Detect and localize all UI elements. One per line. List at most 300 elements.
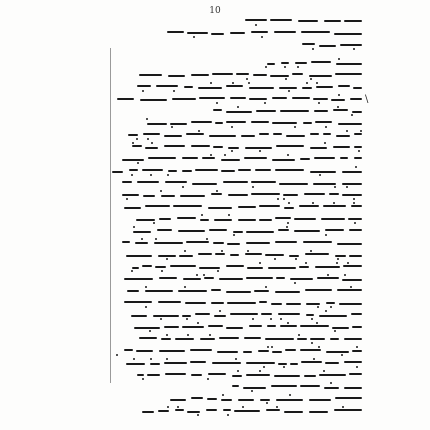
margin-mark: \	[365, 94, 369, 105]
ink-stroke	[316, 86, 333, 88]
ink-stroke	[274, 375, 300, 377]
ink-dot	[259, 370, 261, 372]
ink-dot	[351, 114, 353, 116]
ink-dot	[337, 106, 339, 108]
ink-stroke	[260, 399, 270, 401]
ink-stroke	[278, 363, 287, 365]
ink-stroke	[311, 61, 331, 63]
ink-dot	[360, 130, 362, 132]
ink-dot	[261, 36, 263, 38]
ink-dot	[353, 198, 355, 200]
ink-stroke	[230, 97, 246, 99]
ink-dot	[147, 138, 149, 140]
ink-stroke	[249, 325, 262, 327]
ink-dot	[263, 366, 265, 368]
ink-stroke	[153, 315, 179, 317]
ink-stroke	[122, 159, 144, 161]
ink-dot	[197, 414, 199, 416]
ink-stroke	[143, 133, 160, 135]
ink-stroke	[338, 123, 362, 125]
ink-dot	[227, 414, 229, 416]
handwritten-line	[124, 204, 362, 210]
ink-stroke	[315, 121, 332, 123]
ink-dot	[237, 370, 239, 372]
handwritten-line	[232, 384, 362, 390]
ink-stroke	[338, 85, 350, 87]
ink-dot	[286, 226, 288, 228]
ink-stroke	[177, 217, 196, 219]
ink-stroke	[221, 159, 240, 161]
ink-stroke	[212, 73, 233, 75]
ink-dot	[341, 354, 343, 356]
ink-stroke	[304, 375, 316, 377]
ink-stroke	[124, 301, 152, 303]
ink-stroke	[276, 145, 304, 147]
ink-stroke	[215, 122, 223, 124]
ink-dot	[231, 126, 233, 128]
ink-stroke	[301, 31, 330, 33]
ink-stroke	[230, 32, 245, 34]
ink-stroke	[314, 157, 335, 159]
ink-stroke	[306, 303, 320, 305]
ink-stroke	[214, 315, 226, 317]
ink-stroke	[156, 85, 178, 87]
ink-stroke	[183, 278, 201, 280]
handwritten-line	[132, 72, 362, 78]
ink-dot	[264, 102, 266, 104]
ink-stroke	[213, 242, 224, 244]
handwritten-line	[122, 132, 362, 138]
ink-stroke	[129, 169, 138, 171]
ink-stroke	[344, 361, 362, 363]
ink-stroke	[329, 193, 339, 195]
ink-dot	[231, 150, 233, 152]
ink-dot	[288, 90, 290, 92]
ink-stroke	[294, 218, 316, 220]
ink-stroke	[241, 135, 255, 137]
ink-stroke	[175, 409, 184, 411]
ink-stroke	[170, 123, 187, 125]
ink-dot	[355, 166, 357, 168]
ink-dot	[209, 334, 211, 336]
ink-dot	[324, 142, 326, 144]
ink-dot	[252, 318, 254, 320]
ink-dot	[338, 94, 340, 96]
ink-dot	[228, 214, 230, 216]
ink-stroke	[164, 145, 185, 147]
ink-stroke	[244, 157, 267, 159]
handwritten-line	[122, 240, 362, 246]
ink-dot	[287, 154, 289, 156]
ink-stroke	[272, 159, 295, 161]
ink-dot	[233, 234, 235, 236]
ink-dot	[184, 250, 186, 252]
ink-dot	[310, 250, 312, 252]
ink-stroke	[230, 313, 258, 315]
ink-stroke	[147, 123, 167, 125]
ink-stroke	[238, 169, 251, 171]
ink-dot	[246, 78, 248, 80]
ink-dot	[187, 334, 189, 336]
ink-stroke	[219, 278, 243, 280]
ink-stroke	[342, 183, 362, 185]
ink-stroke	[211, 289, 221, 291]
ink-dot	[153, 222, 155, 224]
ink-dot	[325, 234, 327, 236]
ink-stroke	[136, 219, 155, 221]
ink-stroke	[340, 44, 362, 46]
handwritten-line	[212, 108, 362, 114]
ink-dot	[222, 394, 224, 396]
ink-stroke	[275, 169, 304, 171]
ink-stroke	[342, 194, 362, 196]
ink-stroke	[342, 171, 362, 173]
ink-dot	[133, 358, 135, 360]
ink-stroke	[310, 147, 327, 149]
ink-stroke	[175, 338, 194, 340]
handwritten-line	[162, 396, 362, 402]
handwritten-line	[112, 168, 362, 174]
ink-stroke	[159, 350, 185, 352]
ink-stroke	[278, 313, 300, 315]
ink-stroke	[199, 97, 225, 99]
ink-stroke	[270, 75, 289, 77]
ink-dot	[353, 48, 355, 50]
handwritten-line	[267, 60, 362, 66]
ink-stroke	[186, 133, 204, 135]
ink-stroke	[310, 133, 319, 135]
ink-stroke	[124, 349, 133, 351]
handwritten-line	[132, 264, 362, 270]
ink-stroke	[348, 218, 362, 220]
ink-stroke	[226, 85, 243, 87]
ink-dot	[305, 262, 307, 264]
ink-stroke	[336, 63, 362, 65]
handwritten-line	[147, 120, 362, 126]
ink-stroke	[274, 31, 296, 33]
ink-stroke	[233, 231, 243, 233]
ink-dot	[184, 286, 186, 288]
ink-stroke	[187, 411, 200, 413]
ink-dot	[206, 238, 208, 240]
ink-stroke	[190, 361, 206, 363]
ink-stroke	[159, 218, 171, 220]
ink-dot	[221, 250, 223, 252]
ink-stroke	[286, 303, 301, 305]
ink-stroke	[143, 195, 155, 197]
ink-dot	[312, 202, 314, 204]
ink-stroke	[265, 338, 294, 340]
handwritten-line	[142, 408, 362, 414]
ink-stroke	[164, 326, 179, 328]
ink-stroke	[133, 231, 151, 233]
ink-dot	[270, 318, 272, 320]
ink-stroke	[267, 325, 276, 327]
ink-stroke	[251, 31, 268, 33]
ink-stroke	[300, 325, 329, 327]
ink-stroke	[136, 350, 153, 352]
ink-stroke	[126, 255, 152, 257]
ink-dot	[283, 366, 285, 368]
ink-stroke	[249, 98, 267, 100]
ink-stroke	[331, 99, 345, 101]
ink-stroke	[168, 170, 177, 172]
ink-stroke	[191, 374, 202, 376]
ink-stroke	[221, 170, 235, 172]
ink-stroke	[314, 110, 328, 112]
ink-stroke	[157, 229, 172, 231]
ink-dot	[145, 306, 147, 308]
ink-stroke	[219, 337, 239, 339]
ink-stroke	[313, 183, 336, 185]
ink-dot	[132, 142, 134, 144]
ink-stroke	[245, 253, 262, 255]
ink-dot	[142, 90, 144, 92]
ink-stroke	[349, 229, 362, 231]
ink-stroke	[302, 87, 312, 89]
ink-stroke	[315, 266, 340, 268]
ink-stroke	[354, 133, 362, 135]
handwritten-line	[132, 228, 362, 234]
ink-stroke	[147, 374, 160, 376]
ink-dot	[356, 366, 358, 368]
handwritten-line	[122, 312, 362, 318]
ink-stroke	[351, 205, 362, 207]
ink-stroke	[305, 289, 332, 291]
ink-stroke	[158, 410, 169, 412]
ink-stroke	[344, 338, 362, 340]
ink-stroke	[122, 194, 139, 196]
ink-dot	[136, 138, 138, 140]
ink-stroke	[234, 410, 260, 412]
ink-dot	[150, 358, 152, 360]
ink-dot	[177, 406, 179, 408]
ink-stroke	[335, 73, 362, 75]
ink-stroke	[117, 98, 134, 100]
ink-stroke	[275, 291, 300, 293]
ink-stroke	[336, 135, 350, 137]
ink-dot	[330, 306, 332, 308]
ink-stroke	[243, 351, 252, 353]
ink-stroke	[191, 74, 209, 76]
ink-stroke	[168, 75, 185, 77]
ink-dot	[116, 354, 118, 356]
ink-stroke	[172, 98, 196, 100]
ink-stroke	[335, 255, 346, 257]
ink-stroke	[298, 20, 318, 22]
ink-stroke	[127, 290, 139, 292]
ink-stroke	[253, 74, 267, 76]
ink-dot	[259, 262, 261, 264]
ink-dot	[338, 58, 340, 60]
handwritten-line	[127, 84, 362, 90]
handwritten-line	[122, 156, 362, 162]
ink-dot	[265, 66, 267, 68]
ink-dot	[334, 330, 336, 332]
ink-stroke	[319, 374, 346, 376]
ink-dot	[203, 274, 205, 276]
ink-stroke	[227, 302, 256, 304]
ink-stroke	[195, 169, 218, 171]
ink-stroke	[272, 97, 287, 99]
handwritten-line	[126, 216, 362, 222]
ink-dot	[346, 186, 348, 188]
ink-stroke	[267, 63, 275, 65]
ink-stroke	[245, 147, 272, 149]
ink-stroke	[272, 351, 282, 353]
ink-stroke	[300, 158, 310, 160]
ink-stroke	[112, 171, 123, 173]
ink-stroke	[343, 265, 362, 267]
ink-stroke	[326, 302, 335, 304]
ink-dot	[216, 190, 218, 192]
ink-stroke	[326, 351, 349, 353]
ink-stroke	[271, 303, 282, 305]
ink-dot	[193, 36, 195, 38]
ink-stroke	[213, 109, 222, 111]
ink-stroke	[243, 387, 266, 389]
ink-stroke	[283, 194, 298, 196]
ink-dot	[237, 106, 239, 108]
ink-stroke	[319, 315, 347, 317]
ink-dot	[166, 358, 168, 360]
ink-dot	[207, 378, 209, 380]
ink-stroke	[352, 326, 362, 328]
ink-stroke	[238, 399, 254, 401]
ink-stroke	[335, 397, 362, 399]
ink-dot	[265, 286, 267, 288]
ink-stroke	[182, 170, 192, 172]
ink-dot	[294, 282, 296, 284]
ink-dot	[242, 406, 244, 408]
handwritten-line	[128, 336, 362, 342]
ink-stroke	[208, 207, 232, 209]
ink-stroke	[251, 121, 269, 123]
ink-dot	[297, 66, 299, 68]
ink-stroke	[178, 290, 207, 292]
ink-dot	[252, 186, 254, 188]
ink-stroke	[321, 218, 345, 220]
ink-stroke	[209, 229, 227, 231]
ink-stroke	[352, 111, 362, 113]
ink-stroke	[191, 145, 210, 147]
ink-dot	[161, 270, 163, 272]
ink-dot	[196, 274, 198, 276]
ink-stroke	[207, 398, 217, 400]
ink-stroke	[134, 327, 160, 329]
ink-dot	[353, 202, 355, 204]
ink-stroke	[122, 241, 130, 243]
ink-stroke	[295, 62, 307, 64]
handwritten-line	[137, 372, 362, 378]
ink-stroke	[182, 157, 198, 159]
ink-stroke	[186, 241, 209, 243]
ink-stroke	[124, 207, 141, 209]
ink-dot	[330, 382, 332, 384]
ink-stroke	[227, 243, 240, 245]
ink-stroke	[350, 98, 362, 100]
ink-dot	[160, 190, 162, 192]
ink-dot	[294, 126, 296, 128]
ink-stroke	[310, 338, 325, 340]
ink-stroke	[270, 19, 292, 21]
ink-stroke	[292, 73, 303, 75]
ink-dot	[235, 358, 237, 360]
ink-dot	[150, 174, 152, 176]
ink-dot	[137, 162, 139, 164]
ink-stroke	[126, 363, 145, 365]
ink-dot	[210, 82, 212, 84]
ink-stroke	[303, 241, 332, 243]
ink-stroke	[244, 337, 261, 339]
ink-dot	[337, 258, 339, 260]
ink-stroke	[286, 135, 305, 137]
ink-dot	[323, 370, 325, 372]
ink-stroke	[300, 349, 321, 351]
ink-stroke	[236, 73, 249, 75]
ink-dot	[271, 346, 273, 348]
ink-stroke	[179, 255, 193, 257]
ink-stroke	[354, 146, 362, 148]
ink-stroke	[305, 253, 329, 255]
ink-stroke	[349, 373, 362, 375]
ink-stroke	[212, 362, 241, 364]
ink-stroke	[313, 98, 328, 100]
ink-stroke	[142, 169, 163, 171]
ink-stroke	[333, 146, 350, 148]
ink-stroke	[192, 183, 217, 185]
ink-dot	[173, 90, 175, 92]
ink-stroke	[245, 19, 267, 21]
ink-stroke	[299, 266, 309, 268]
ink-dot	[160, 318, 162, 320]
ink-stroke	[145, 147, 158, 149]
ink-dot	[197, 322, 199, 324]
ink-dot	[247, 250, 249, 252]
ink-stroke	[165, 181, 187, 183]
page-number: 10	[209, 6, 221, 16]
ink-stroke	[251, 181, 276, 183]
ink-stroke	[325, 362, 339, 364]
ink-dot	[166, 334, 168, 336]
ink-stroke	[226, 327, 243, 329]
ink-dot	[336, 262, 338, 264]
ink-stroke	[246, 277, 273, 279]
ink-dot	[347, 262, 349, 264]
ink-stroke	[337, 243, 362, 245]
ink-dot	[141, 238, 143, 240]
handwritten-line	[157, 30, 362, 36]
ink-dot	[318, 102, 320, 104]
ink-dot	[285, 78, 287, 80]
ink-stroke	[206, 409, 217, 411]
handwritten-line	[292, 42, 362, 48]
ink-dot	[274, 258, 276, 260]
handwritten-line	[122, 288, 362, 294]
ink-stroke	[334, 409, 362, 411]
ink-stroke	[340, 157, 348, 159]
ink-stroke	[246, 374, 270, 376]
ink-stroke	[170, 265, 196, 267]
ink-stroke	[334, 33, 362, 35]
ink-stroke	[131, 315, 147, 317]
ink-dot	[325, 126, 327, 128]
ink-dot	[316, 82, 318, 84]
ink-stroke	[339, 303, 362, 305]
ink-dot	[306, 82, 308, 84]
ink-dot	[267, 346, 269, 348]
ink-dot	[142, 378, 144, 380]
